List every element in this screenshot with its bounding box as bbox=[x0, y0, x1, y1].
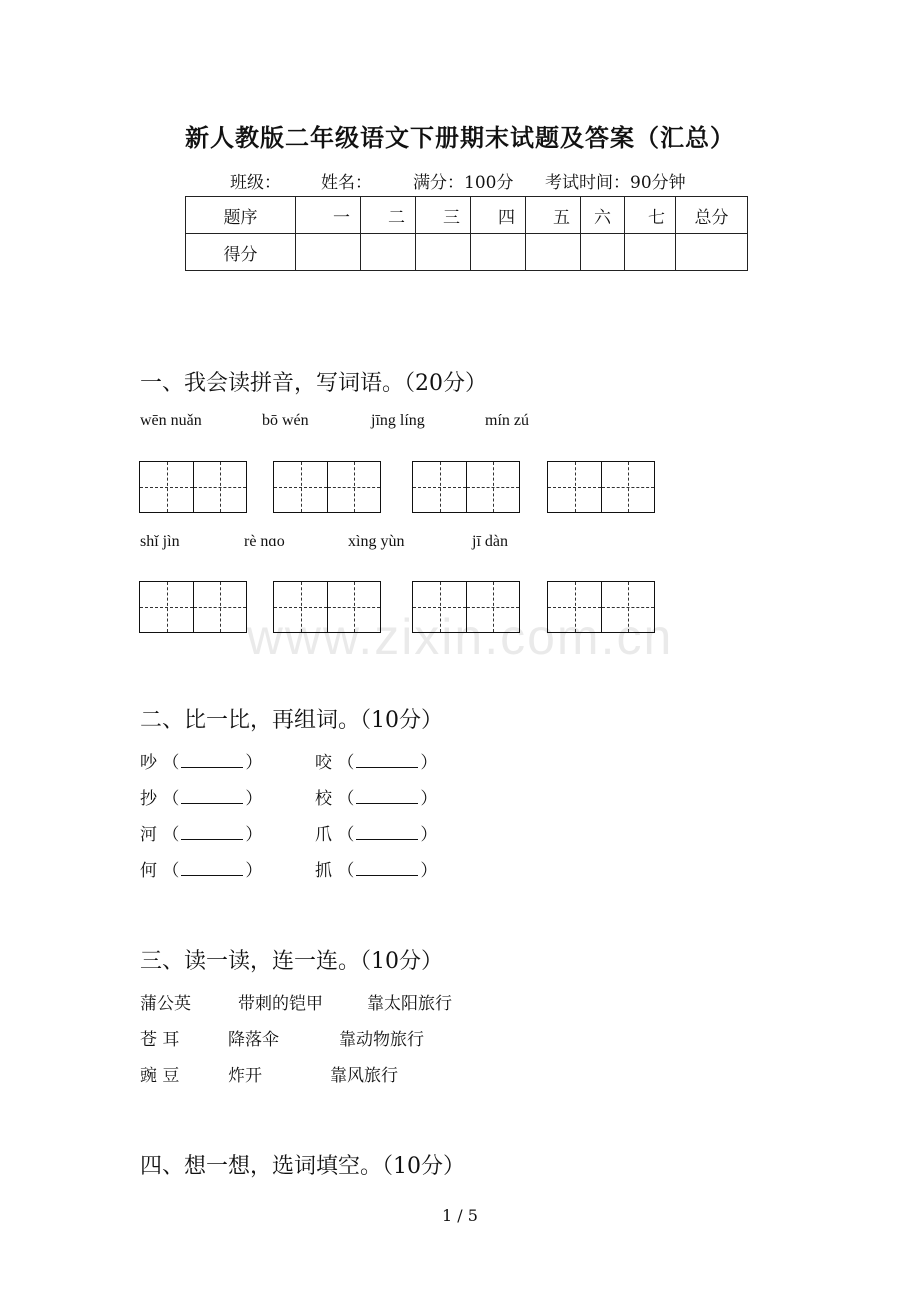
name-label: 姓名： bbox=[321, 173, 372, 193]
score-table bbox=[185, 196, 748, 271]
score-table-header-cell: 六 bbox=[581, 197, 625, 234]
answer-blank[interactable] bbox=[356, 861, 418, 876]
pinyin: bō wén bbox=[262, 412, 309, 429]
compare-item: 吵 （ ） bbox=[140, 753, 263, 773]
answer-blank[interactable] bbox=[181, 789, 243, 804]
score-table-header-row bbox=[186, 197, 748, 234]
match-item[interactable]: 降落伞 bbox=[228, 1030, 279, 1050]
section4-heading: 四、想一想，选词填空。（10分） bbox=[140, 1154, 465, 1179]
match-item[interactable]: 苍 耳 bbox=[140, 1030, 180, 1050]
section1-heading: 一、我会读拼音，写词语。（20分） bbox=[140, 371, 487, 396]
match-item[interactable]: 靠动物旅行 bbox=[339, 1030, 424, 1050]
match-item[interactable]: 豌 豆 bbox=[140, 1066, 180, 1086]
pinyin: wēn nuǎn bbox=[140, 412, 202, 429]
class-label: 班级： bbox=[230, 173, 281, 193]
score-row-label: 得分 bbox=[186, 234, 296, 271]
score-cell bbox=[581, 234, 625, 271]
score-table-header-cell: 题序 bbox=[186, 197, 296, 234]
score-cell bbox=[471, 234, 526, 271]
answer-blank[interactable] bbox=[356, 753, 418, 768]
document-title: 新人教版二年级语文下册期末试题及答案（汇总） bbox=[185, 123, 735, 152]
score-table-score-row bbox=[186, 234, 748, 271]
pinyin: jīng líng bbox=[371, 412, 425, 429]
score-table-header-cell: 五 bbox=[526, 197, 581, 234]
pinyin: rè nɑo bbox=[244, 533, 285, 550]
pinyin: jī dàn bbox=[472, 533, 508, 550]
pinyin: shǐ jìn bbox=[140, 533, 180, 550]
answer-blank[interactable] bbox=[356, 789, 418, 804]
writing-grid bbox=[139, 461, 247, 513]
exam-time: 考试时间：90分钟 bbox=[545, 173, 686, 193]
score-cell bbox=[625, 234, 676, 271]
score-table-header-cell: 七 bbox=[625, 197, 676, 234]
writing-grid bbox=[412, 461, 520, 513]
score-table-header-cell: 总分 bbox=[676, 197, 748, 234]
full-score: 满分：100分 bbox=[413, 173, 514, 193]
score-cell bbox=[416, 234, 471, 271]
writing-grid bbox=[547, 461, 655, 513]
watermark: www.zixin.com.cn bbox=[246, 609, 674, 665]
section2-heading: 二、比一比，再组词。（10分） bbox=[140, 708, 443, 733]
answer-blank[interactable] bbox=[181, 861, 243, 876]
answer-blank[interactable] bbox=[356, 825, 418, 840]
compare-item: 咬 （ ） bbox=[315, 753, 438, 773]
score-cell bbox=[676, 234, 748, 271]
score-cell bbox=[526, 234, 581, 271]
score-table-header-cell: 二 bbox=[361, 197, 416, 234]
score-table-header-cell: 一 bbox=[296, 197, 361, 234]
pinyin: mín zú bbox=[485, 412, 529, 429]
score-cell bbox=[296, 234, 361, 271]
match-item[interactable]: 炸开 bbox=[228, 1066, 262, 1086]
compare-item: 爪 （ ） bbox=[315, 825, 438, 845]
answer-blank[interactable] bbox=[181, 753, 243, 768]
match-item[interactable]: 蒲公英 bbox=[140, 994, 191, 1014]
score-table-header-cell: 三 bbox=[416, 197, 471, 234]
section3-heading: 三、读一读，连一连。（10分） bbox=[140, 949, 443, 974]
compare-item: 何 （ ） bbox=[140, 861, 263, 881]
answer-blank[interactable] bbox=[181, 825, 243, 840]
writing-grid bbox=[273, 461, 381, 513]
page-number: 1 / 5 bbox=[442, 1206, 478, 1225]
match-item[interactable]: 带刺的铠甲 bbox=[238, 994, 323, 1014]
match-item[interactable]: 靠风旅行 bbox=[330, 1066, 398, 1086]
compare-item: 校 （ ） bbox=[315, 789, 438, 809]
compare-item: 抄 （ ） bbox=[140, 789, 263, 809]
pinyin: xìng yùn bbox=[348, 533, 405, 550]
score-cell bbox=[361, 234, 416, 271]
compare-item: 抓 （ ） bbox=[315, 861, 438, 881]
compare-item: 河 （ ） bbox=[140, 825, 263, 845]
score-table-header-cell: 四 bbox=[471, 197, 526, 234]
match-item[interactable]: 靠太阳旅行 bbox=[367, 994, 452, 1014]
